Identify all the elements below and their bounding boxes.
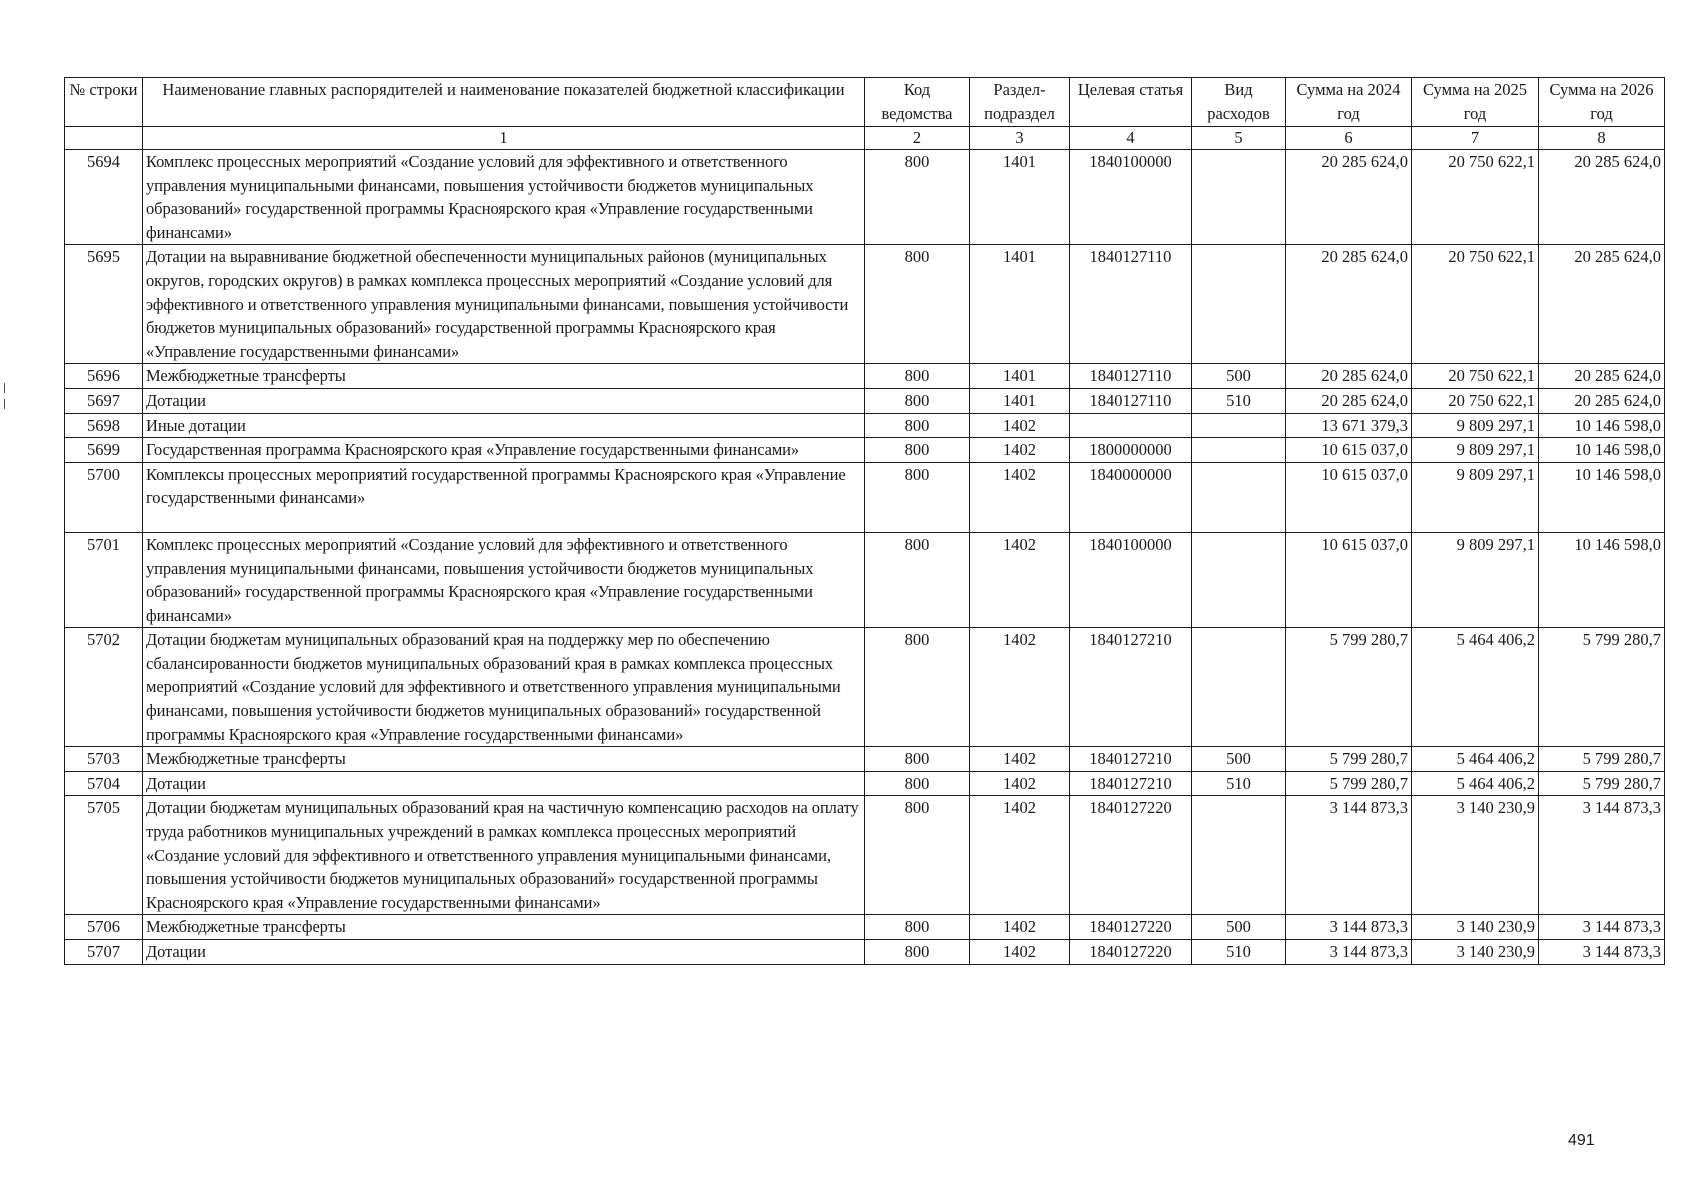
table-row bbox=[65, 438, 1665, 463]
row-name: Комплекс процессных мероприятий «Создание условий для эффективного и ответственного управления муниципальными финансами, повышения устойчивости бюджетов муниципальных образований» государственной программы Красноярского края «Управление государственными финансами» bbox=[143, 532, 865, 627]
row-name: Дотации на выравнивание бюджетной обеспеченности муниципальных районов (муниципальных округов, городских округов) в рамках комплекса процессных мероприятий «Создание условий для эффективного и ответственного управления муниципальными финансами, повышения устойчивости бюджетов муниципальных образований» государственной программы Красноярского края «Управление государственными финансами» bbox=[143, 245, 865, 364]
amount-2026: 10 146 598,0 bbox=[1539, 413, 1665, 438]
target-code bbox=[1070, 413, 1192, 438]
row-name: Дотации bbox=[143, 388, 865, 413]
amount-2024: 20 285 624,0 bbox=[1286, 388, 1412, 413]
target-code: 1800000000 bbox=[1070, 438, 1192, 463]
row-number: 5701 bbox=[65, 532, 143, 627]
column-number: 7 bbox=[1412, 127, 1539, 150]
row-number: 5706 bbox=[65, 915, 143, 940]
expense-type bbox=[1192, 413, 1286, 438]
section-code: 1401 bbox=[970, 150, 1070, 245]
amount-2026: 10 146 598,0 bbox=[1539, 438, 1665, 463]
amount-2025: 5 464 406,2 bbox=[1412, 747, 1539, 772]
amount-2026: 10 146 598,0 bbox=[1539, 462, 1665, 532]
row-number: 5704 bbox=[65, 771, 143, 796]
header-dept-code: Код ведомства bbox=[865, 78, 970, 127]
row-name: Дотации bbox=[143, 771, 865, 796]
header-sum-2026: Сумма на 2026 год bbox=[1539, 78, 1665, 127]
column-number: 5 bbox=[1192, 127, 1286, 150]
dept-code: 800 bbox=[865, 413, 970, 438]
target-code: 1840127110 bbox=[1070, 388, 1192, 413]
header-section: Раздел-подраздел bbox=[970, 78, 1070, 127]
row-number: 5700 bbox=[65, 462, 143, 532]
expense-type: 510 bbox=[1192, 771, 1286, 796]
target-code: 1840100000 bbox=[1070, 532, 1192, 627]
table-row bbox=[65, 388, 1665, 413]
amount-2025: 9 809 297,1 bbox=[1412, 532, 1539, 627]
row-number: 5694 bbox=[65, 150, 143, 245]
amount-2025: 5 464 406,2 bbox=[1412, 771, 1539, 796]
column-number: 2 bbox=[865, 127, 970, 150]
section-code: 1401 bbox=[970, 364, 1070, 389]
amount-2025: 3 140 230,9 bbox=[1412, 796, 1539, 915]
table-header-row bbox=[65, 78, 1665, 127]
section-code: 1402 bbox=[970, 628, 1070, 747]
amount-2024: 20 285 624,0 bbox=[1286, 150, 1412, 245]
table-row bbox=[65, 462, 1665, 532]
row-name: Межбюджетные трансферты bbox=[143, 747, 865, 772]
section-code: 1402 bbox=[970, 915, 1070, 940]
dept-code: 800 bbox=[865, 915, 970, 940]
row-number: 5699 bbox=[65, 438, 143, 463]
amount-2025: 20 750 622,1 bbox=[1412, 150, 1539, 245]
column-number: 4 bbox=[1070, 127, 1192, 150]
amount-2025: 9 809 297,1 bbox=[1412, 462, 1539, 532]
table-row bbox=[65, 150, 1665, 245]
expense-type: 500 bbox=[1192, 364, 1286, 389]
amount-2026: 20 285 624,0 bbox=[1539, 364, 1665, 389]
table-row bbox=[65, 413, 1665, 438]
row-name: Дотации bbox=[143, 940, 865, 965]
header-sum-2024: Сумма на 2024 год bbox=[1286, 78, 1412, 127]
amount-2024: 3 144 873,3 bbox=[1286, 915, 1412, 940]
section-code: 1402 bbox=[970, 532, 1070, 627]
dept-code: 800 bbox=[865, 462, 970, 532]
expense-type: 500 bbox=[1192, 747, 1286, 772]
target-code: 1840000000 bbox=[1070, 462, 1192, 532]
expense-type bbox=[1192, 532, 1286, 627]
dept-code: 800 bbox=[865, 940, 970, 965]
row-name: Межбюджетные трансферты bbox=[143, 915, 865, 940]
table-row bbox=[65, 771, 1665, 796]
dept-code: 800 bbox=[865, 532, 970, 627]
row-number: 5707 bbox=[65, 940, 143, 965]
section-code: 1402 bbox=[970, 771, 1070, 796]
amount-2026: 20 285 624,0 bbox=[1539, 245, 1665, 364]
dept-code: 800 bbox=[865, 364, 970, 389]
amount-2025: 5 464 406,2 bbox=[1412, 628, 1539, 747]
column-number: 1 bbox=[143, 127, 865, 150]
table-row bbox=[65, 532, 1665, 627]
section-code: 1402 bbox=[970, 462, 1070, 532]
table-row bbox=[65, 915, 1665, 940]
dept-code: 800 bbox=[865, 438, 970, 463]
amount-2026: 5 799 280,7 bbox=[1539, 628, 1665, 747]
table-row bbox=[65, 747, 1665, 772]
amount-2026: 20 285 624,0 bbox=[1539, 150, 1665, 245]
amount-2025: 3 140 230,9 bbox=[1412, 915, 1539, 940]
expense-type bbox=[1192, 245, 1286, 364]
budget-table bbox=[64, 77, 1665, 965]
amount-2024: 10 615 037,0 bbox=[1286, 438, 1412, 463]
dept-code: 800 bbox=[865, 150, 970, 245]
row-number: 5705 bbox=[65, 796, 143, 915]
row-name: Дотации бюджетам муниципальных образований края на поддержку мер по обеспечению сбалансированности бюджетов муниципальных образований края в рамках комплекса процессных мероприятий «Создание условий для эффективного и ответственного управления муниципальными финансами, повышения устойчивости бюджетов муниципальных образований» государственной программы Красноярского края «Управление государственными финансами» bbox=[143, 628, 865, 747]
amount-2024: 10 615 037,0 bbox=[1286, 532, 1412, 627]
expense-type bbox=[1192, 628, 1286, 747]
expense-type bbox=[1192, 150, 1286, 245]
row-name: Дотации бюджетам муниципальных образований края на частичную компенсацию расходов на оплату труда работников муниципальных учреждений в рамках комплекса процессных мероприятий «Создание условий для эффективного и ответственного управления муниципальными финансами, повышения устойчивости бюджетов муниципальных образований» государственной программы Красноярского края «Управление государственными финансами» bbox=[143, 796, 865, 915]
section-code: 1402 bbox=[970, 438, 1070, 463]
amount-2024: 20 285 624,0 bbox=[1286, 245, 1412, 364]
table-row bbox=[65, 796, 1665, 915]
dept-code: 800 bbox=[865, 628, 970, 747]
section-code: 1402 bbox=[970, 796, 1070, 915]
table-row bbox=[65, 628, 1665, 747]
amount-2024: 20 285 624,0 bbox=[1286, 364, 1412, 389]
target-code: 1840100000 bbox=[1070, 150, 1192, 245]
expense-type: 510 bbox=[1192, 940, 1286, 965]
page-number: 491 bbox=[1568, 1132, 1595, 1149]
amount-2026: 5 799 280,7 bbox=[1539, 747, 1665, 772]
row-name: Комплексы процессных мероприятий государственной программы Красноярского края «Управление государственными финансами» bbox=[143, 462, 865, 532]
column-number: 8 bbox=[1539, 127, 1665, 150]
row-name: Государственная программа Красноярского края «Управление государственными финансами» bbox=[143, 438, 865, 463]
amount-2024: 3 144 873,3 bbox=[1286, 940, 1412, 965]
target-code: 1840127220 bbox=[1070, 915, 1192, 940]
margin-mark bbox=[4, 383, 5, 393]
amount-2026: 10 146 598,0 bbox=[1539, 532, 1665, 627]
header-name: Наименование главных распорядителей и наименование показателей бюджетной классификации bbox=[143, 78, 865, 127]
amount-2024: 10 615 037,0 bbox=[1286, 462, 1412, 532]
budget-document bbox=[64, 77, 1664, 965]
amount-2025: 9 809 297,1 bbox=[1412, 413, 1539, 438]
target-code: 1840127210 bbox=[1070, 747, 1192, 772]
expense-type bbox=[1192, 462, 1286, 532]
section-code: 1402 bbox=[970, 413, 1070, 438]
row-number: 5698 bbox=[65, 413, 143, 438]
row-number: 5696 bbox=[65, 364, 143, 389]
section-code: 1402 bbox=[970, 940, 1070, 965]
dept-code: 800 bbox=[865, 747, 970, 772]
target-code: 1840127220 bbox=[1070, 796, 1192, 915]
table-row bbox=[65, 364, 1665, 389]
amount-2026: 5 799 280,7 bbox=[1539, 771, 1665, 796]
expense-type: 510 bbox=[1192, 388, 1286, 413]
expense-type: 500 bbox=[1192, 915, 1286, 940]
table-body bbox=[65, 150, 1665, 965]
row-name: Комплекс процессных мероприятий «Создание условий для эффективного и ответственного управления муниципальными финансами, повышения устойчивости бюджетов муниципальных образований» государственной программы Красноярского края «Управление государственными финансами» bbox=[143, 150, 865, 245]
amount-2024: 5 799 280,7 bbox=[1286, 771, 1412, 796]
header-expense-type: Вид расходов bbox=[1192, 78, 1286, 127]
target-code: 1840127110 bbox=[1070, 245, 1192, 364]
amount-2026: 3 144 873,3 bbox=[1539, 915, 1665, 940]
column-number: 3 bbox=[970, 127, 1070, 150]
dept-code: 800 bbox=[865, 796, 970, 915]
table-row bbox=[65, 245, 1665, 364]
expense-type bbox=[1192, 796, 1286, 915]
section-code: 1401 bbox=[970, 388, 1070, 413]
amount-2025: 20 750 622,1 bbox=[1412, 364, 1539, 389]
dept-code: 800 bbox=[865, 771, 970, 796]
row-name: Иные дотации bbox=[143, 413, 865, 438]
amount-2025: 20 750 622,1 bbox=[1412, 388, 1539, 413]
amount-2026: 3 144 873,3 bbox=[1539, 796, 1665, 915]
margin-mark bbox=[4, 399, 5, 409]
target-code: 1840127110 bbox=[1070, 364, 1192, 389]
column-number-row bbox=[65, 127, 1665, 150]
amount-2024: 3 144 873,3 bbox=[1286, 796, 1412, 915]
header-row-no: № строки bbox=[65, 78, 143, 127]
amount-2026: 3 144 873,3 bbox=[1539, 940, 1665, 965]
dept-code: 800 bbox=[865, 245, 970, 364]
amount-2024: 5 799 280,7 bbox=[1286, 747, 1412, 772]
amount-2024: 5 799 280,7 bbox=[1286, 628, 1412, 747]
row-number: 5697 bbox=[65, 388, 143, 413]
header-target: Целевая статья bbox=[1070, 78, 1192, 127]
amount-2026: 20 285 624,0 bbox=[1539, 388, 1665, 413]
section-code: 1401 bbox=[970, 245, 1070, 364]
header-sum-2025: Сумма на 2025 год bbox=[1412, 78, 1539, 127]
row-number: 5702 bbox=[65, 628, 143, 747]
expense-type bbox=[1192, 438, 1286, 463]
column-number: 6 bbox=[1286, 127, 1412, 150]
row-number: 5695 bbox=[65, 245, 143, 364]
target-code: 1840127210 bbox=[1070, 771, 1192, 796]
amount-2024: 13 671 379,3 bbox=[1286, 413, 1412, 438]
row-number: 5703 bbox=[65, 747, 143, 772]
amount-2025: 3 140 230,9 bbox=[1412, 940, 1539, 965]
row-name: Межбюджетные трансферты bbox=[143, 364, 865, 389]
dept-code: 800 bbox=[865, 388, 970, 413]
table-row bbox=[65, 940, 1665, 965]
column-number bbox=[65, 127, 143, 150]
target-code: 1840127220 bbox=[1070, 940, 1192, 965]
target-code: 1840127210 bbox=[1070, 628, 1192, 747]
amount-2025: 9 809 297,1 bbox=[1412, 438, 1539, 463]
amount-2025: 20 750 622,1 bbox=[1412, 245, 1539, 364]
section-code: 1402 bbox=[970, 747, 1070, 772]
